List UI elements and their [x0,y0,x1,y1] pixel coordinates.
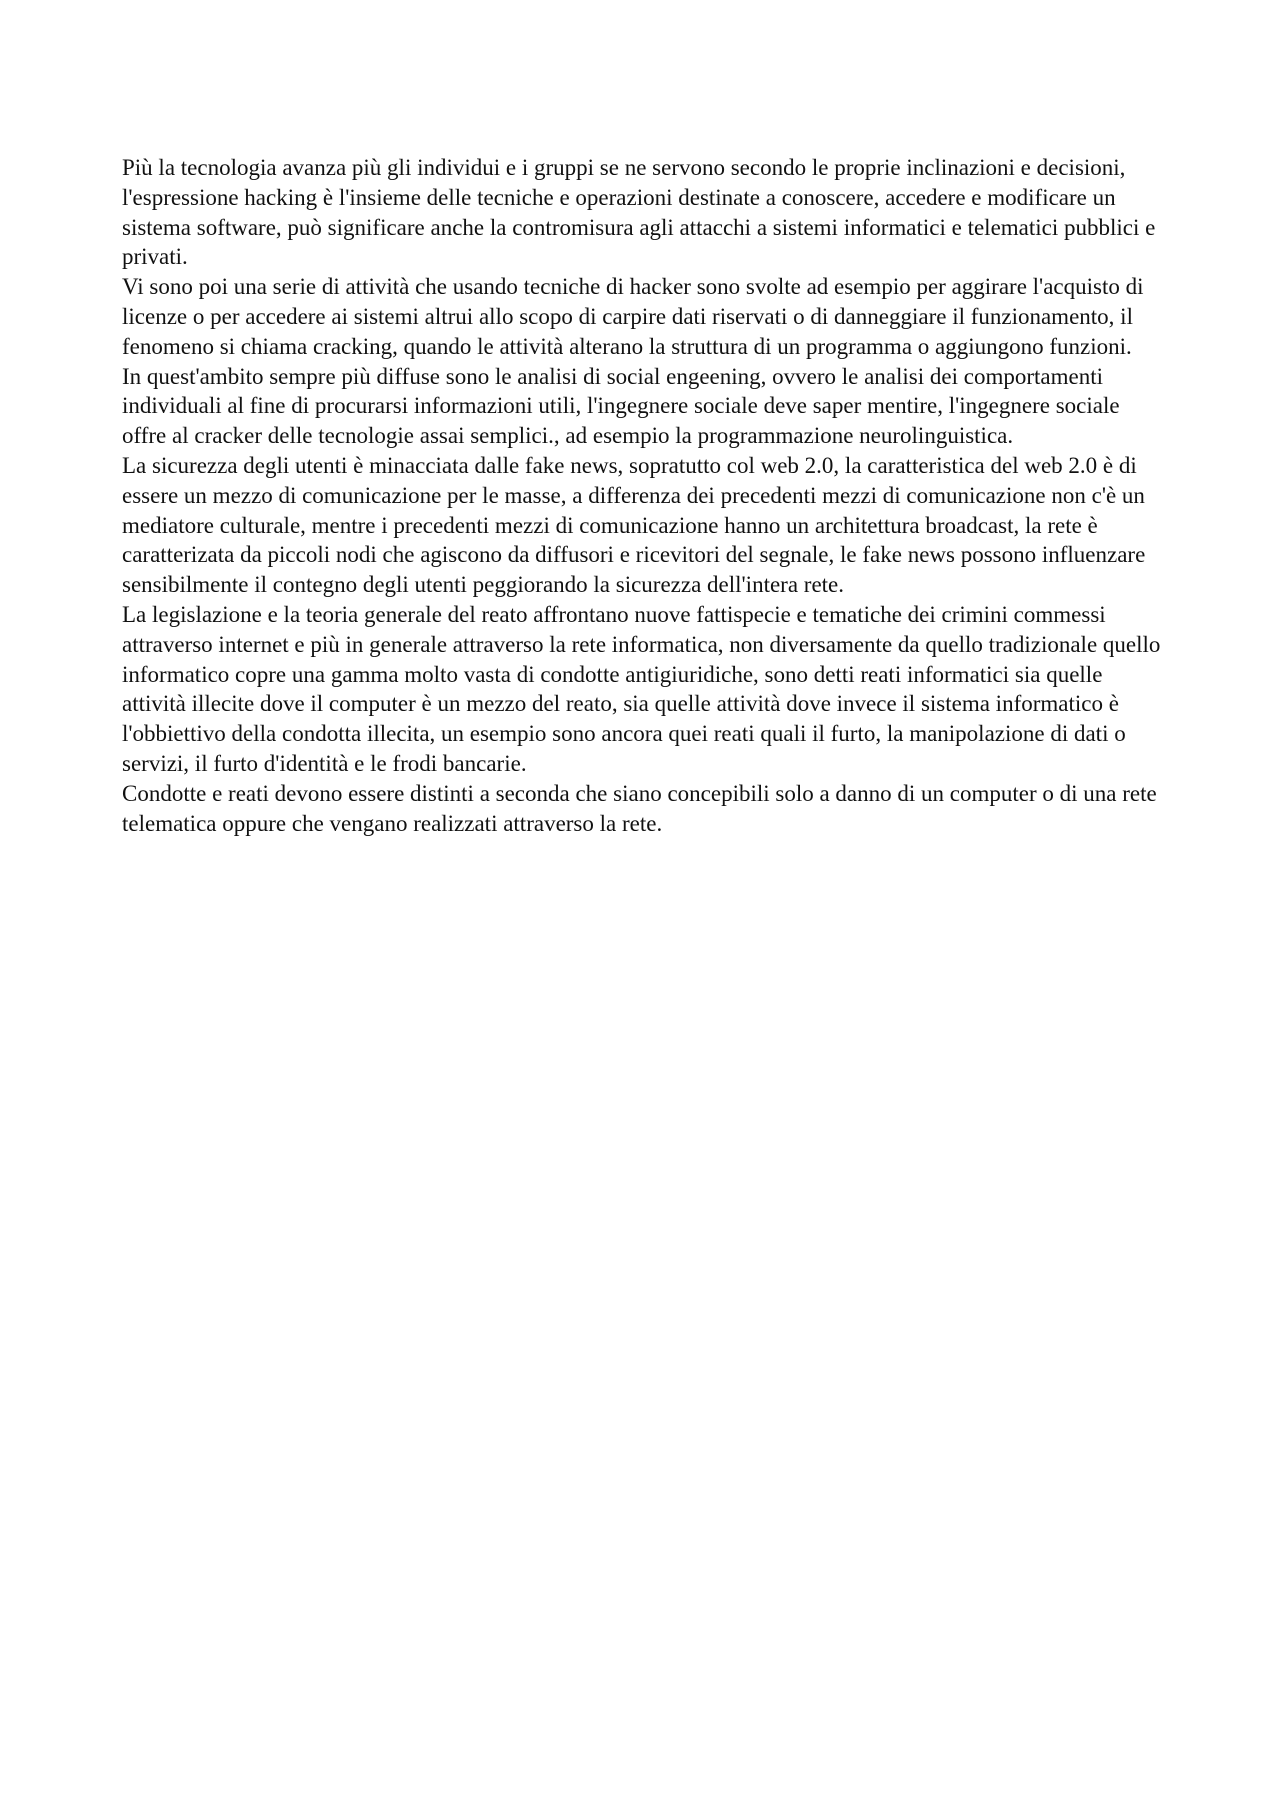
paragraph-cracking: Vi sono poi una serie di attività che usando tecniche di hacker sono svolte ad esempio per aggirare l'acquisto di licenze o per accedere ai sistemi altrui allo scopo di carpire dati riservati o di danneggiare il funzionamento, il fenomeno si chiama cracking, quando le attività alterano la struttura di un programma o aggiungono funzioni. [122,274,1144,359]
paragraph-conduct: Condotte e reati devono essere distinti a seconda che siano concepibili solo a danno di un computer o di una rete telematica oppure che vengano realizzati attraverso la rete. [122,780,1157,836]
document-body [122,153,1162,838]
paragraph-social-engineering: In quest'ambito sempre più diffuse sono le analisi di social engeening, ovvero le analisi dei comportamenti individuali al fine di procurarsi informazioni utili, l'ingegnere sociale deve saper mentire, l'ingegnere sociale offre al cracker delle tecnologie assai semplici., ad esempio la programmazione neurolinguistica. [122,363,1120,449]
paragraph-hacking: Più la tecnologia avanza più gli individui e i gruppi se ne servono secondo le proprie inclinazioni e decisioni, l'espressione hacking è l'insieme delle tecniche e operazioni destinate a conoscere, accedere e modificare un sistema software, può significare anche la contromisura agli attacchi a sistemi informatici e telematici pubblici e privati. [122,155,1156,270]
paragraph-legislation: La legislazione e la teoria generale del reato affrontano nuove fattispecie e tematiche dei crimini commessi attraverso internet e più in generale attraverso la rete informatica, non diversamente da quello tradizionale quello informatico copre una gamma molto vasta di condotte antigiuridiche, sono detti reati informatici sia quelle attività illecite dove il computer è un mezzo del reato, sia quelle attività dove invece il sistema informatico è l'obbiettivo della condotta illecita, un esempio sono ancora quei reati quali il furto, la manipolazione di dati o servizi, il furto d'identità e le frodi bancarie. [122,601,1161,776]
paragraph-fake-news: La sicurezza degli utenti è minacciata dalle fake news, sopratutto col web 2.0, la caratteristica del web 2.0 è di essere un mezzo di comunicazione per le masse, a differenza dei precedenti mezzi di comunicazione non c'è un mediatore culturale, mentre i precedenti mezzi di comunicazione hanno un architettura broadcast, la rete è caratterizata da piccoli nodi che agiscono da diffusori e ricevitori del segnale, le fake news possono influenzare sensibilmente il contegno degli utenti peggiorando la sicurezza dell'intera rete. [122,452,1146,598]
